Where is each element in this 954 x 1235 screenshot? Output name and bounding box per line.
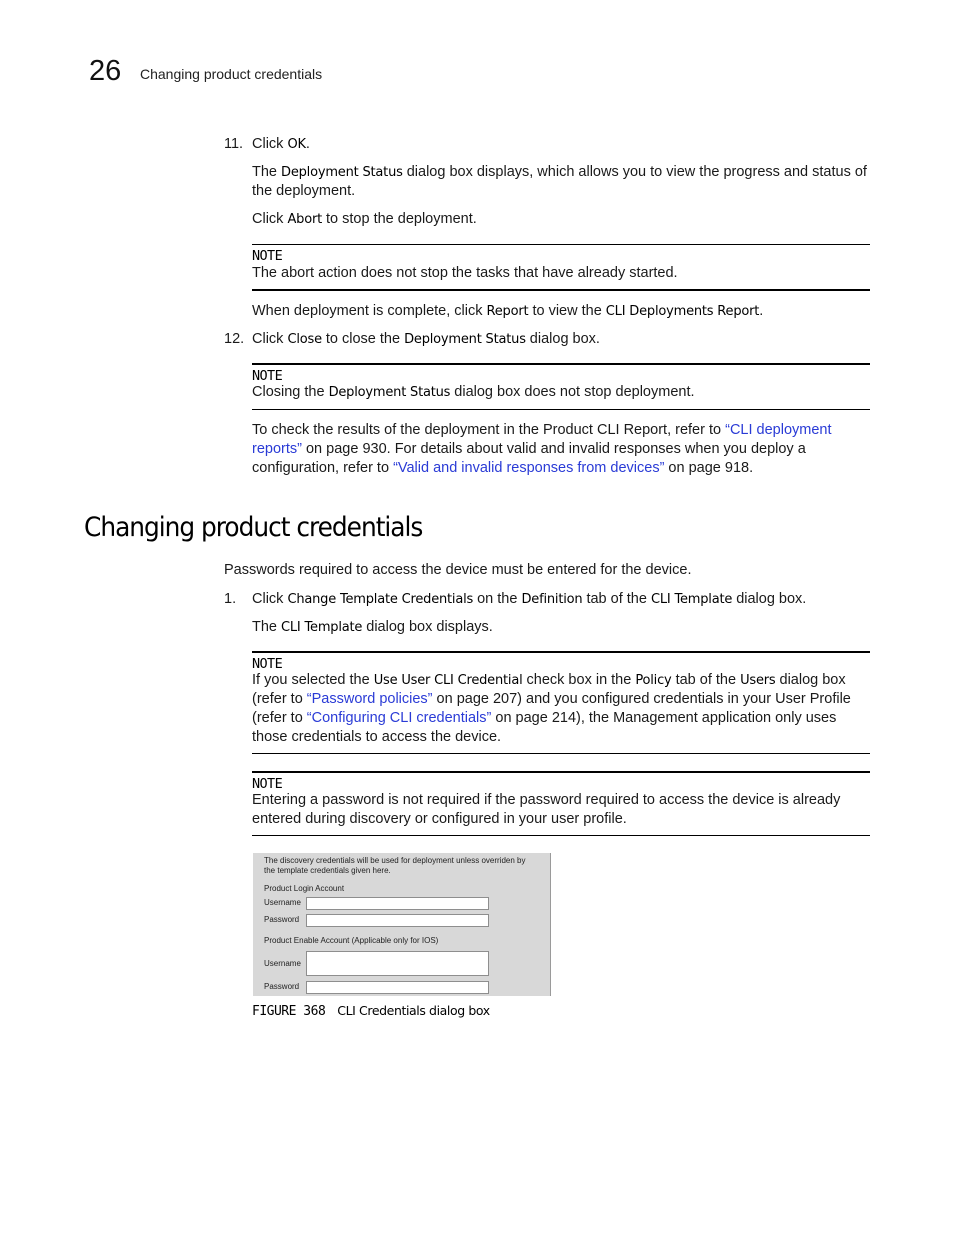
- dialog-info-line: The discovery credentials will be used for deployment unless overriden by: [264, 856, 526, 865]
- note-label: NOTE: [252, 776, 283, 792]
- step-1-para: The CLI Template dialog box displays.: [252, 619, 493, 635]
- figure-title: CLI Credentials dialog box: [337, 1003, 490, 1018]
- cli-deployment-reports-link[interactable]: “CLI deployment reports”: [252, 422, 832, 457]
- step-12-text: Click Close to close the Deployment Status dialog box.: [252, 331, 600, 347]
- username-label: Username: [264, 898, 301, 907]
- deployment-complete-para: When deployment is complete, click Report to view the CLI Deployments Report.: [252, 303, 764, 319]
- enable-account-section: Product Enable Account (Applicable only for IOS): [264, 936, 439, 945]
- note-text: The abort action does not stop the tasks that have already started.: [252, 265, 678, 281]
- ok-button-ref: OK: [287, 137, 306, 152]
- login-account-section: Product Login Account: [264, 884, 345, 893]
- dialog-info-line: the template credentials given here.: [264, 866, 391, 875]
- note-bottom-rule: [252, 753, 870, 754]
- enable-password-label: Password: [264, 982, 300, 991]
- step-11-text: Click OK.: [252, 136, 310, 152]
- step-number: 12.: [224, 331, 245, 347]
- password-policies-link[interactable]: “Password policies”: [306, 691, 433, 707]
- enable-username-label: Username: [264, 959, 301, 968]
- note-top-rule: [252, 651, 870, 653]
- step-number: 11.: [224, 136, 244, 152]
- note-label: NOTE: [252, 368, 283, 384]
- note-text: If you selected the Use User CLI Credential check box in the Policy tab of the Users dialog box (refer to “Password policies” on page 207) and you configured credentials in your User Profile (refer to “Configuring CLI credentials” on page 214), the Management application only uses those credentials to access the device.: [252, 672, 851, 745]
- note-text: Closing the Deployment Status dialog box does not stop deployment.: [252, 384, 695, 400]
- step-number: 1.: [224, 591, 237, 607]
- cli-credentials-dialog: [253, 853, 551, 996]
- check-results-para: To check the results of the deployment in the Product CLI Report, refer to “CLI deployment reports” on page 930. For details about valid and invalid responses when you deploy a configuration, refer to “Valid and invalid responses from devices” on page 918.: [252, 422, 832, 476]
- chapter-number: 26: [89, 55, 122, 87]
- note-label: NOTE: [252, 656, 283, 672]
- figure-label: FIGURE 368: [252, 1004, 326, 1019]
- note-top-rule: [252, 363, 870, 365]
- password-label: Password: [264, 915, 300, 924]
- figure-caption: [252, 1001, 490, 1021]
- section-intro: Passwords required to access the device must be entered for the device.: [224, 562, 692, 578]
- note-text: Entering a password is not required if the password required to access the device is already entered during discovery or configured in your user profile.: [252, 792, 841, 827]
- running-header-title: Changing product credentials: [140, 66, 323, 82]
- section-heading: Changing product credentials: [84, 512, 423, 543]
- note-bottom-rule: [252, 835, 870, 836]
- note-top-rule: [252, 771, 870, 773]
- enable-password-input[interactable]: [306, 981, 489, 994]
- step-1-text: Click Change Template Credentials on the Definition tab of the CLI Template dialog box.: [252, 591, 807, 607]
- step-11-para-1: The Deployment Status dialog box displays, which allows you to view the progress and status of the deployment.: [252, 164, 867, 199]
- note-bottom-rule: [252, 289, 870, 291]
- enable-username-input[interactable]: [306, 951, 489, 976]
- note-top-rule: [252, 244, 870, 245]
- configuring-cli-credentials-link[interactable]: “Configuring CLI credentials”: [306, 710, 492, 726]
- password-input[interactable]: [306, 914, 489, 927]
- note-label: NOTE: [252, 248, 283, 264]
- valid-invalid-responses-link[interactable]: “Valid and invalid responses from devices”: [393, 460, 665, 476]
- username-input[interactable]: [306, 897, 489, 910]
- note-bottom-rule: [252, 409, 870, 410]
- step-11-para-2: Click Abort to stop the deployment.: [252, 211, 477, 227]
